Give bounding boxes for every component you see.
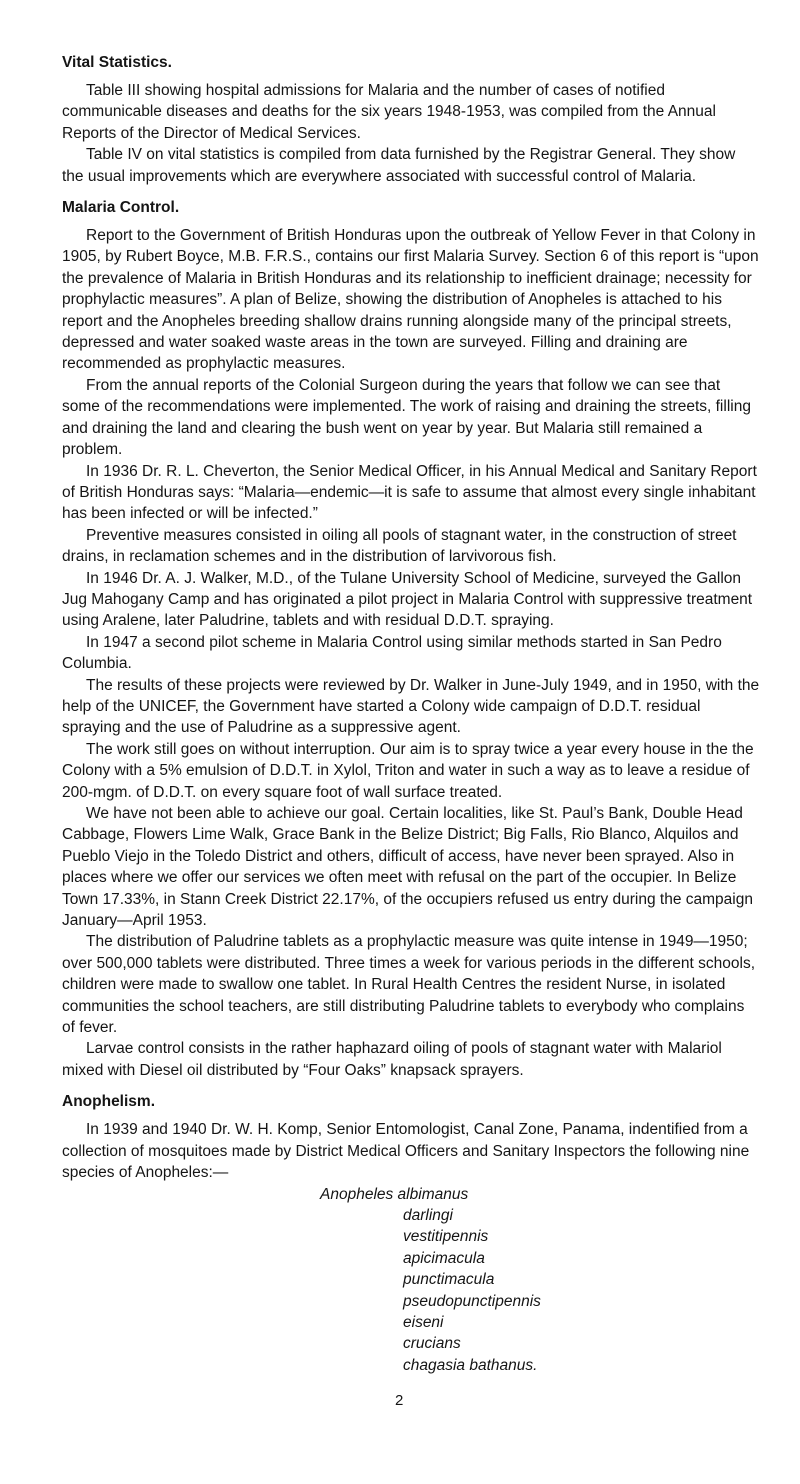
paragraph: The distribution of Paludrine tablets as a prophylactic measure was quite intense in 1949—1950; over 500,000 tablets were distributed. Three times a week for various periods in the different schools, children were made to swallow one tablet. In Rural Health Centres the resident Nurse, in isolated communities the school teachers, are still distributing Paludrine tablets to everybody who complains of fever. <box>62 933 755 1037</box>
paragraph: Report to the Government of British Honduras upon the outbreak of Yellow Fever in that Colony in 1905, by Rubert Boyce, M.B. F.R.S., contains our first Malaria Survey. Section 6 of this report is “upon the prevalence of Malaria in British Honduras and its relationship to inefficient drainage; necessity for prophylactic measures”. A plan of Belize, showing the distribution of Anopheles is attached to his report and the Anopheles breeding shallow drains running alongside many of the principal streets, depressed and water soaked waste areas in the town are surveyed. Filling and draining are recommended as prophylactic measures. <box>62 227 759 373</box>
species-item: eiseni <box>403 1313 444 1331</box>
paragraph: In 1936 Dr. R. L. Cheverton, the Senior Medical Officer, in his Annual Medical and Sanitary Report of British Honduras says: “Malaria—endemic—it is safe to assume that almost every single inhabitant has been infected or will be infected.” <box>62 462 757 523</box>
paragraph: Table III showing hospital admissions for Malaria and the number of cases of notified communicable diseases and deaths for the six years 1948-1953, was compiled from the Annual Reports of the Director of Medical Services. <box>62 82 716 142</box>
species-item: darlingi <box>403 1206 453 1224</box>
section-heading-anophelism: Anophelism. <box>62 1093 156 1111</box>
paragraph: Preventive measures consisted in oiling all pools of stagnant water, in the construction of street drains, in reclamation schemes and in the distribution of larvivorous fish. <box>62 526 737 566</box>
paragraph: Table IV on vital statistics is compiled from data furnished by the Registrar General. They show the usual improvements which are everywhere associated with successful control of Malaria. <box>62 146 736 185</box>
species-item: punctimacula <box>403 1271 495 1289</box>
species-list <box>320 1205 760 1376</box>
species-item: chagasia bathanus. <box>403 1356 538 1374</box>
section-heading-malaria-control: Malaria Control. <box>62 199 180 217</box>
species-item: apicimacula <box>403 1249 485 1267</box>
species-list-block <box>320 1184 760 1377</box>
section-heading-vital-statistics: Vital Statistics. <box>62 54 172 71</box>
page-number: 2 <box>395 1392 404 1409</box>
paragraph: The results of these projects were reviewed by Dr. Walker in June-July 1949, and in 1950, with the help of the UNICEF, the Government have started a Colony wide campaign of D.D.T. residual spraying and the use of Paludrine as a suppressive agent. <box>62 676 760 737</box>
species-item: crucians <box>403 1335 461 1353</box>
paragraph: In 1939 and 1940 Dr. W. H. Komp, Senior Entomologist, Canal Zone, Panama, indentified from a collection of mosquitoes made by District Medical Officers and Sanitary Inspectors the following nine species of Anopheles:— <box>62 1121 750 1182</box>
species-item: pseudopunctipennis <box>403 1292 541 1310</box>
species-genus-heading: Anopheles albimanus <box>320 1185 469 1203</box>
paragraph: From the annual reports of the Colonial Surgeon during the years that follow we can see that some of the recommendations were implemented. The work of raising and draining the streets, filling and draining the land and clearing the bush went on year by year. But Malaria still remained a problem. <box>62 376 751 459</box>
paragraph: In 1947 a second pilot scheme in Malaria Control using similar methods started in San Pedro Columbia. <box>62 633 722 673</box>
paragraph: Larvae control consists in the rather haphazard oiling of pools of stagnant water with Malariol mixed with Diesel oil distributed by “Four Oaks” knapsack sprayers. <box>62 1040 722 1079</box>
paragraph: The work still goes on without interruption. Our aim is to spray twice a year every house in the the Colony with a 5% emulsion of D.D.T. in Xylol, Triton and water in such a way as to leave a residue of 200-mgm. of D.D.T. on every square foot of wall surface treated. <box>62 740 754 801</box>
paragraph: We have not been able to achieve our goal. Certain localities, like St. Paul’s Bank, Double Head Cabbage, Flowers Lime Walk, Grace Bank in the Belize District; Big Falls, Rio Blanco, Alquilos and Pueblo Viejo in the Toledo District and others, difficult of access, have never been sprayed. Also in places where we offer our services we often meet with refusal on the part of the occupier. In Belize Town 17.33%, in Stann Creek District 22.17%, of the occupiers refused us entry during the campaign January—April 1953. <box>62 805 753 930</box>
paragraph: In 1946 Dr. A. J. Walker, M.D., of the Tulane University School of Medicine, surveyed the Gallon Jug Mahogany Camp and has originated a pilot project in Malaria Control with suppressive treatment using Aralene, later Paludrine, tablets and with residual D.D.T. spraying. <box>62 569 753 630</box>
species-item: vestitipennis <box>403 1228 489 1246</box>
